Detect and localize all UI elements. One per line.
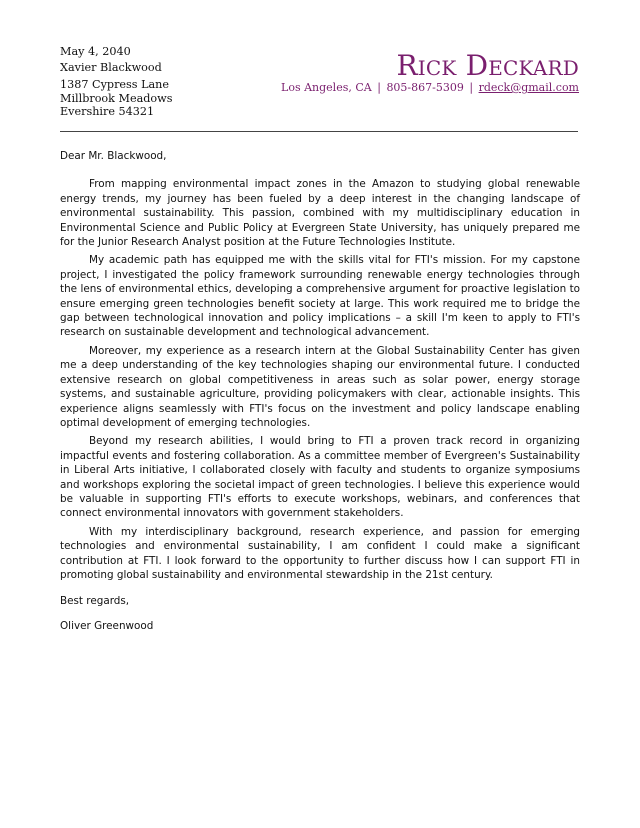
sender-location: Los Angeles, CA — [281, 81, 372, 94]
letter-date: May 4, 2040 — [60, 45, 131, 58]
recipient-block — [60, 45, 172, 118]
salutation: Dear Mr. Blackwood, — [60, 150, 167, 162]
sender-phone: 805-867-5309 — [386, 81, 464, 94]
sender-header — [281, 50, 579, 95]
sender-email-link[interactable]: rdeck@gmail.com — [478, 81, 579, 94]
header-divider — [60, 131, 578, 132]
signature-name: Oliver Greenwood — [60, 619, 154, 632]
recipient-address-line: 1387 Cypress Lane — [60, 78, 170, 92]
sender-contact-line — [281, 81, 579, 95]
body-paragraph: With my interdisciplinary background, research experience, and passion for emerging technologies and environmental sustainability, I am confident I could make a significant contribution at FTI. I look forward to the opportunity to further discuss how I can support FTI in promoting global sustainability and environmental stewardship in the 21st century. — [60, 525, 580, 581]
contact-separator: | — [377, 81, 381, 94]
body-paragraph: Beyond my research abilities, I would bring to FTI a proven track record in organizing impactful events and fostering collaboration. As a committee member of Evergreen's Sustainability in Liberal Arts initiative, I collaborated closely with faculty and students to organize symposiums and workshops exploring the societal impact of green technologies. I believe this experience would be valuable in supporting FTI's efforts to execute workshops, webinars, and conferences that connect environmental innovators with government stakeholders. — [60, 435, 580, 520]
body-paragraph: From mapping environmental impact zones in the Amazon to studying global renewable energy trends, my journey has been fueled by a deep interest in the changing landscape of environmental sustainability. This passion, combined with my multidisciplinary education in Environmental Science and Public Policy at Evergreen State University, has uniquely prepared me for the Junior Research Analyst position at the Future Technologies Institute. — [60, 178, 580, 249]
recipient-address-line: Millbrook Meadows — [60, 91, 173, 105]
body-paragraph: My academic path has equipped me with the skills vital for FTI's mission. For my capstone project, I investigated the policy framework surrounding renewable energy technologies through the lens of environmental ethics, developing a comprehensive argument for proactive legislation to ensure emerging green technologies benefit society at large. This work required me to bridge the gap between technological innovation and policy implications – a skill I'm keen to apply to FTI's research on sustainable development and technological advancement. — [60, 254, 580, 339]
letter-body — [60, 149, 580, 633]
recipient-address-line: Evershire 54321 — [60, 104, 155, 118]
contact-separator: | — [469, 81, 474, 94]
recipient-name: Xavier Blackwood — [60, 61, 162, 75]
body-paragraph: Moreover, my experience as a research intern at the Global Sustainability Center has given me a deep understanding of the key technologies shaping our environmental future. I conducted extensive research on global competitiveness in areas such as solar power, energy storage systems, and sustainable agriculture, providing policymakers with clear, actionable insights. This experience aligns seamlessly with FTI's focus on the investment and policy landscape enabling optimal development of emerging technologies. — [60, 344, 580, 429]
closing: Best regards, — [60, 595, 130, 608]
sender-name: Rick Deckard — [396, 49, 579, 82]
